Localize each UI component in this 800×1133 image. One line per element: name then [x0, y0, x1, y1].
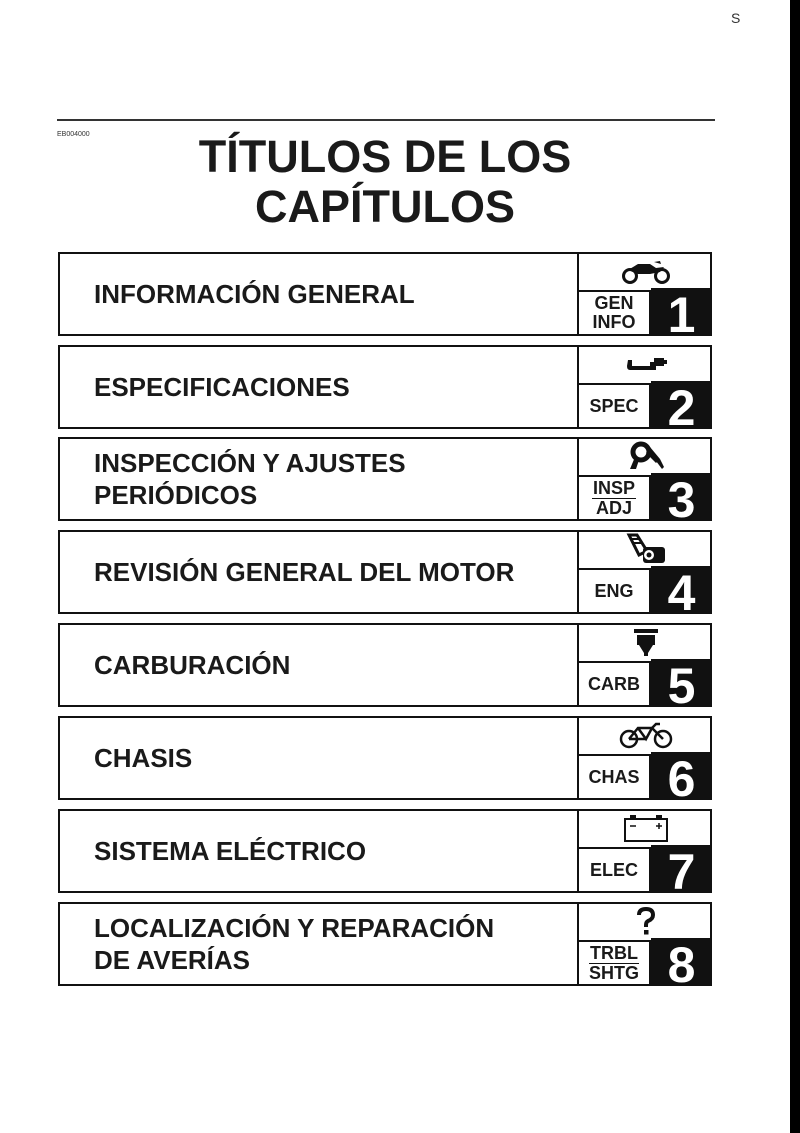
chapter-title — [94, 347, 574, 427]
chapter-title — [94, 625, 574, 705]
wrench-gauge-icon — [579, 347, 712, 381]
chapter-title — [94, 439, 574, 519]
bicycle-frame-icon — [579, 718, 712, 752]
abbr-line2: INFO — [592, 312, 636, 332]
chapter-abbreviation — [579, 290, 651, 334]
chapter-title — [94, 904, 574, 984]
abbr-line1: ELEC — [589, 859, 638, 880]
chapter-number: 4 — [651, 566, 712, 612]
chapter-title — [94, 532, 574, 612]
chapter-abbreviation — [579, 754, 651, 798]
chapter-number: 2 — [651, 381, 712, 427]
chapter-title-line1: CARBURACIÓN — [94, 650, 291, 680]
chapter-title — [94, 718, 574, 798]
chapter-abbreviation — [579, 475, 651, 519]
document-code: EB004000 — [57, 131, 90, 138]
chapter-number: 8 — [651, 938, 712, 984]
page-title — [0, 132, 770, 232]
chapter-tab[interactable] — [577, 811, 712, 900]
chapter-title-line2: PERIÓDICOS — [94, 480, 258, 510]
chapter-abbreviation — [579, 661, 651, 705]
chapter-tab[interactable] — [577, 254, 712, 343]
page-edge-bar — [790, 0, 800, 1133]
chapter-abbreviation — [579, 940, 651, 984]
chapter-tab[interactable] — [577, 532, 712, 621]
chapter-number: 3 — [651, 473, 712, 519]
chapter-title-line2: DE AVERÍAS — [94, 945, 251, 975]
chapter-title — [94, 254, 574, 334]
abbr-line2: ADJ — [595, 497, 632, 518]
abbr-line1: GEN — [594, 293, 634, 313]
chapter-row-6[interactable] — [58, 716, 712, 807]
inspection-tools-icon — [579, 439, 712, 473]
chapter-row-7[interactable] — [58, 809, 712, 900]
chapter-row-3[interactable] — [58, 437, 712, 528]
chapter-title-line1: REVISIÓN GENERAL DEL MOTOR — [94, 557, 515, 587]
carburetor-icon — [579, 625, 712, 659]
chapter-abbreviation — [579, 847, 651, 891]
chapter-tab[interactable] — [577, 439, 712, 528]
chapter-abbreviation — [579, 383, 651, 427]
chapter-abbreviation — [579, 568, 651, 612]
chapter-title-line1: INSPECCIÓN Y AJUSTES — [94, 448, 406, 478]
chapter-title — [94, 811, 574, 891]
header-rule — [57, 119, 715, 121]
chapter-row-1[interactable] — [58, 252, 712, 343]
battery-icon — [579, 811, 712, 845]
chapter-row-8[interactable] — [58, 902, 712, 993]
chapter-tab[interactable] — [577, 718, 712, 807]
abbr-line1: INSP — [592, 477, 635, 498]
motorcycle-icon — [579, 254, 712, 288]
chapter-title-line1: CHASIS — [94, 743, 193, 773]
abbr-line1: CARB — [588, 673, 640, 694]
chapter-number: 6 — [651, 752, 712, 798]
chapter-number: 7 — [651, 845, 712, 891]
chapter-tab[interactable] — [577, 625, 712, 714]
page-title-line1: TÍTULOS DE LOS — [198, 131, 572, 182]
chapter-title-line1: ESPECIFICACIONES — [94, 372, 350, 402]
language-letter: S — [731, 10, 741, 26]
question-mark-icon — [579, 904, 712, 938]
abbr-line1: TRBL — [590, 942, 638, 963]
abbr-line1: SPEC — [589, 395, 639, 416]
chapter-tab[interactable] — [577, 347, 712, 436]
page-title-line2: CAPÍTULOS — [254, 181, 515, 232]
engine-piston-icon — [579, 532, 712, 566]
abbr-line1: CHAS — [588, 766, 640, 787]
abbr-line2: SHTG — [588, 962, 639, 983]
chapter-number: 5 — [651, 659, 712, 705]
chapter-row-5[interactable] — [58, 623, 712, 714]
chapter-title-line1: LOCALIZACIÓN Y REPARACIÓN — [94, 913, 495, 943]
chapter-row-2[interactable] — [58, 345, 712, 436]
chapter-title-line1: INFORMACIÓN GENERAL — [94, 279, 415, 309]
chapter-number: 1 — [651, 288, 712, 334]
chapter-row-4[interactable] — [58, 530, 712, 621]
chapter-title-line1: SISTEMA ELÉCTRICO — [94, 836, 367, 866]
chapter-tab[interactable] — [577, 904, 712, 993]
abbr-line1: ENG — [594, 580, 634, 601]
